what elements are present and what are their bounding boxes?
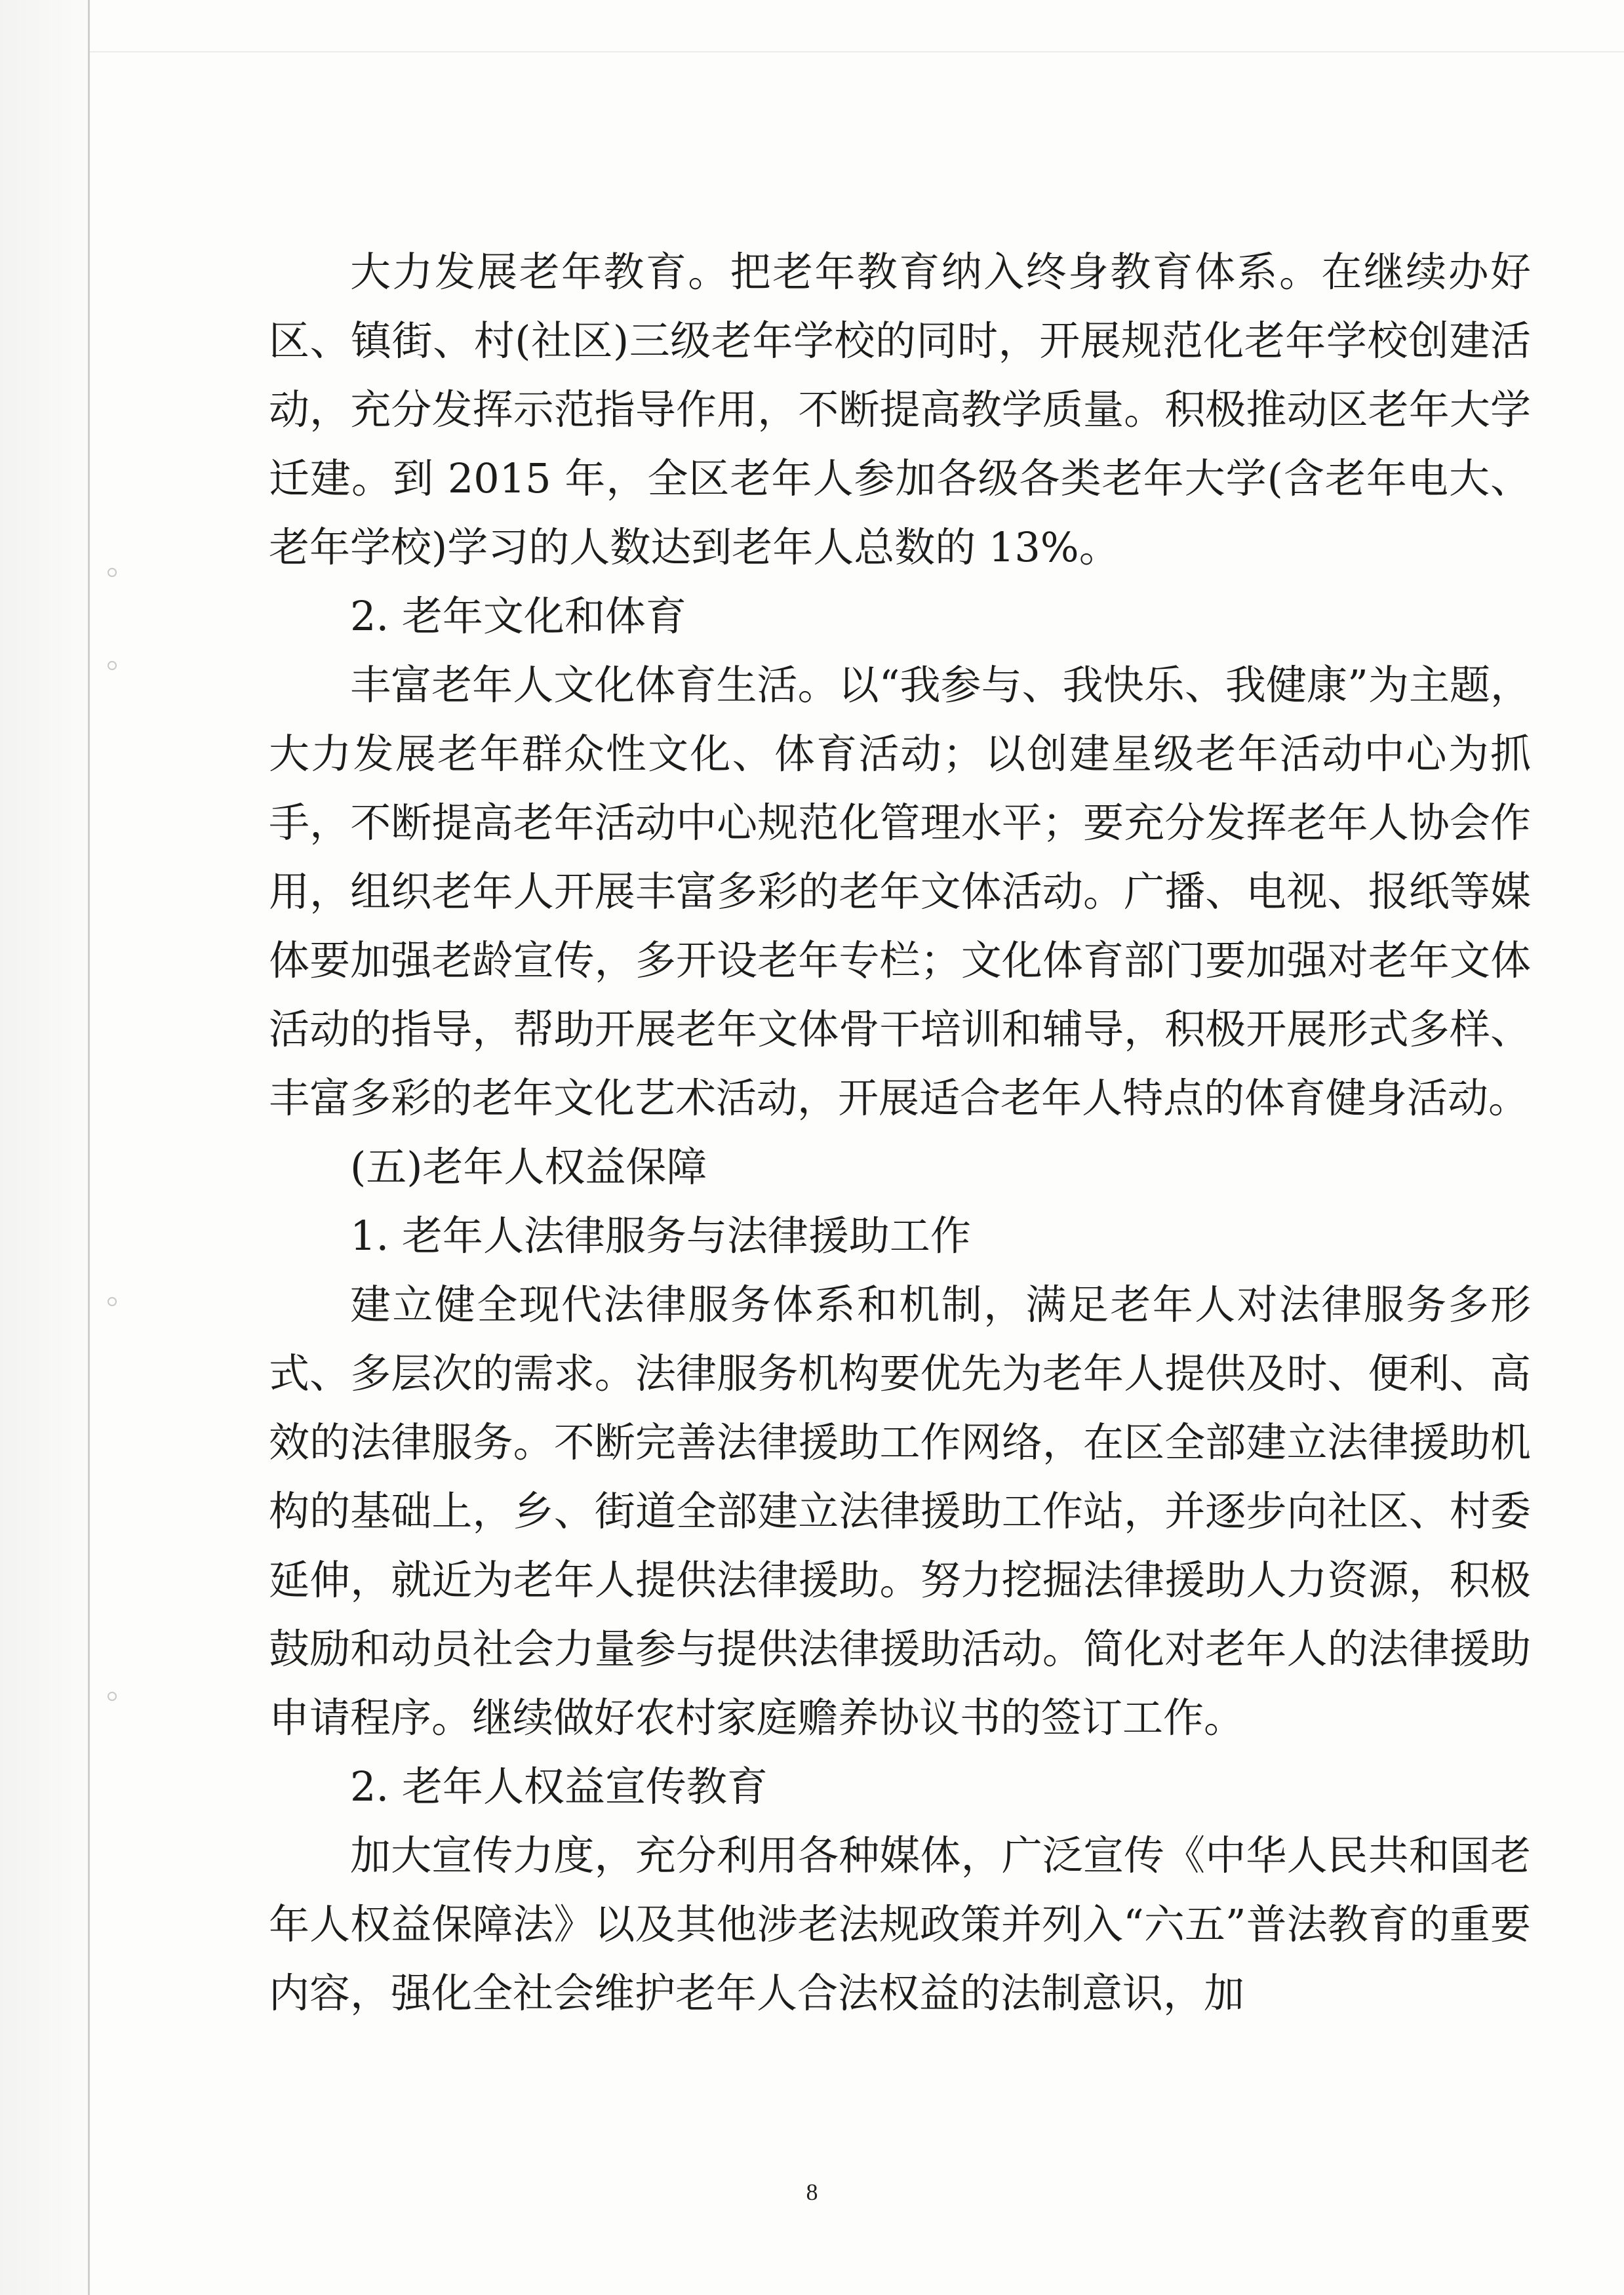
heading-legal-services: 1. 老年人法律服务与法律援助工作 bbox=[350, 1212, 971, 1260]
paragraph-culture-sports: 丰富老年人文化体育生活。以“我参与、我快乐、我健康”为主题，大力发展老年群众性文化、体育活动；以创建星级老年活动中心为抓手，不断提高老年活动中心规范化管理水平；要充分发挥老年人协会作用，组织老年人开展丰富多彩的老年文体活动。广播、电视、报纸等媒体要加强老龄宣传，多开设老年专栏；文化体育部门要加强对老年文体活动的指导，帮助开展老年文体骨干培训和辅导，积极开展形式多样、丰富多彩的老年文化艺术活动，开展适合老年人特点的体育健身活动。 bbox=[269, 661, 1531, 1122]
scan-edge-line bbox=[88, 0, 90, 2295]
paragraph-legal-services: 建立健全现代法律服务体系和机制，满足老年人对法律服务多形式、多层次的需求。法律服务机构要优先为老年人提供及时、便利、高效的法律服务。不断完善法律援助工作网络，在区全部建立法律援助机构的基础上，乡、街道全部建立法律援助工作站，并逐步向社区、村委延伸，就近为老年人提供法律援助。努力挖掘法律援助人力资源，积极鼓励和动员社会力量参与提供法律援助活动。简化对老年人的法律援助申请程序。继续做好农村家庭赡养协议书的签订工作。 bbox=[269, 1281, 1531, 1742]
binding-hole bbox=[108, 1692, 117, 1701]
binding-hole bbox=[108, 568, 117, 577]
scan-top-strip bbox=[90, 25, 1624, 52]
paragraph-rights-publicity: 加大宣传力度，充分利用各种媒体，广泛宣传《中华人民共和国老年人权益保障法》以及其他涉老法规政策并列入“六五”普法教育的重要内容，强化全社会维护老年人合法权益的法制意识，加 bbox=[269, 1831, 1531, 2017]
page-number: 8 bbox=[806, 2179, 818, 2205]
scan-edge-shadow bbox=[0, 0, 88, 2295]
paragraph-elderly-education: 大力发展老年教育。把老年教育纳入终身教育体系。在继续办好区、镇街、村(社区)三级老年学校的同时，开展规范化老年学校创建活动，充分发挥示范指导作用，不断提高教学质量。积极推动区老年大学迁建。到 2015 年，全区老年人参加各级各类老年大学(含老年电大、老年学校)学习的人数达到老年人总数的 13%。 bbox=[269, 248, 1531, 571]
heading-rights-protection: (五)老年人权益保障 bbox=[350, 1143, 707, 1191]
heading-culture-sports: 2. 老年文化和体育 bbox=[350, 592, 686, 640]
heading-rights-publicity: 2. 老年人权益宣传教育 bbox=[350, 1763, 768, 1810]
binding-hole bbox=[108, 661, 117, 670]
document-body bbox=[269, 237, 1531, 2027]
binding-hole bbox=[108, 1297, 117, 1306]
